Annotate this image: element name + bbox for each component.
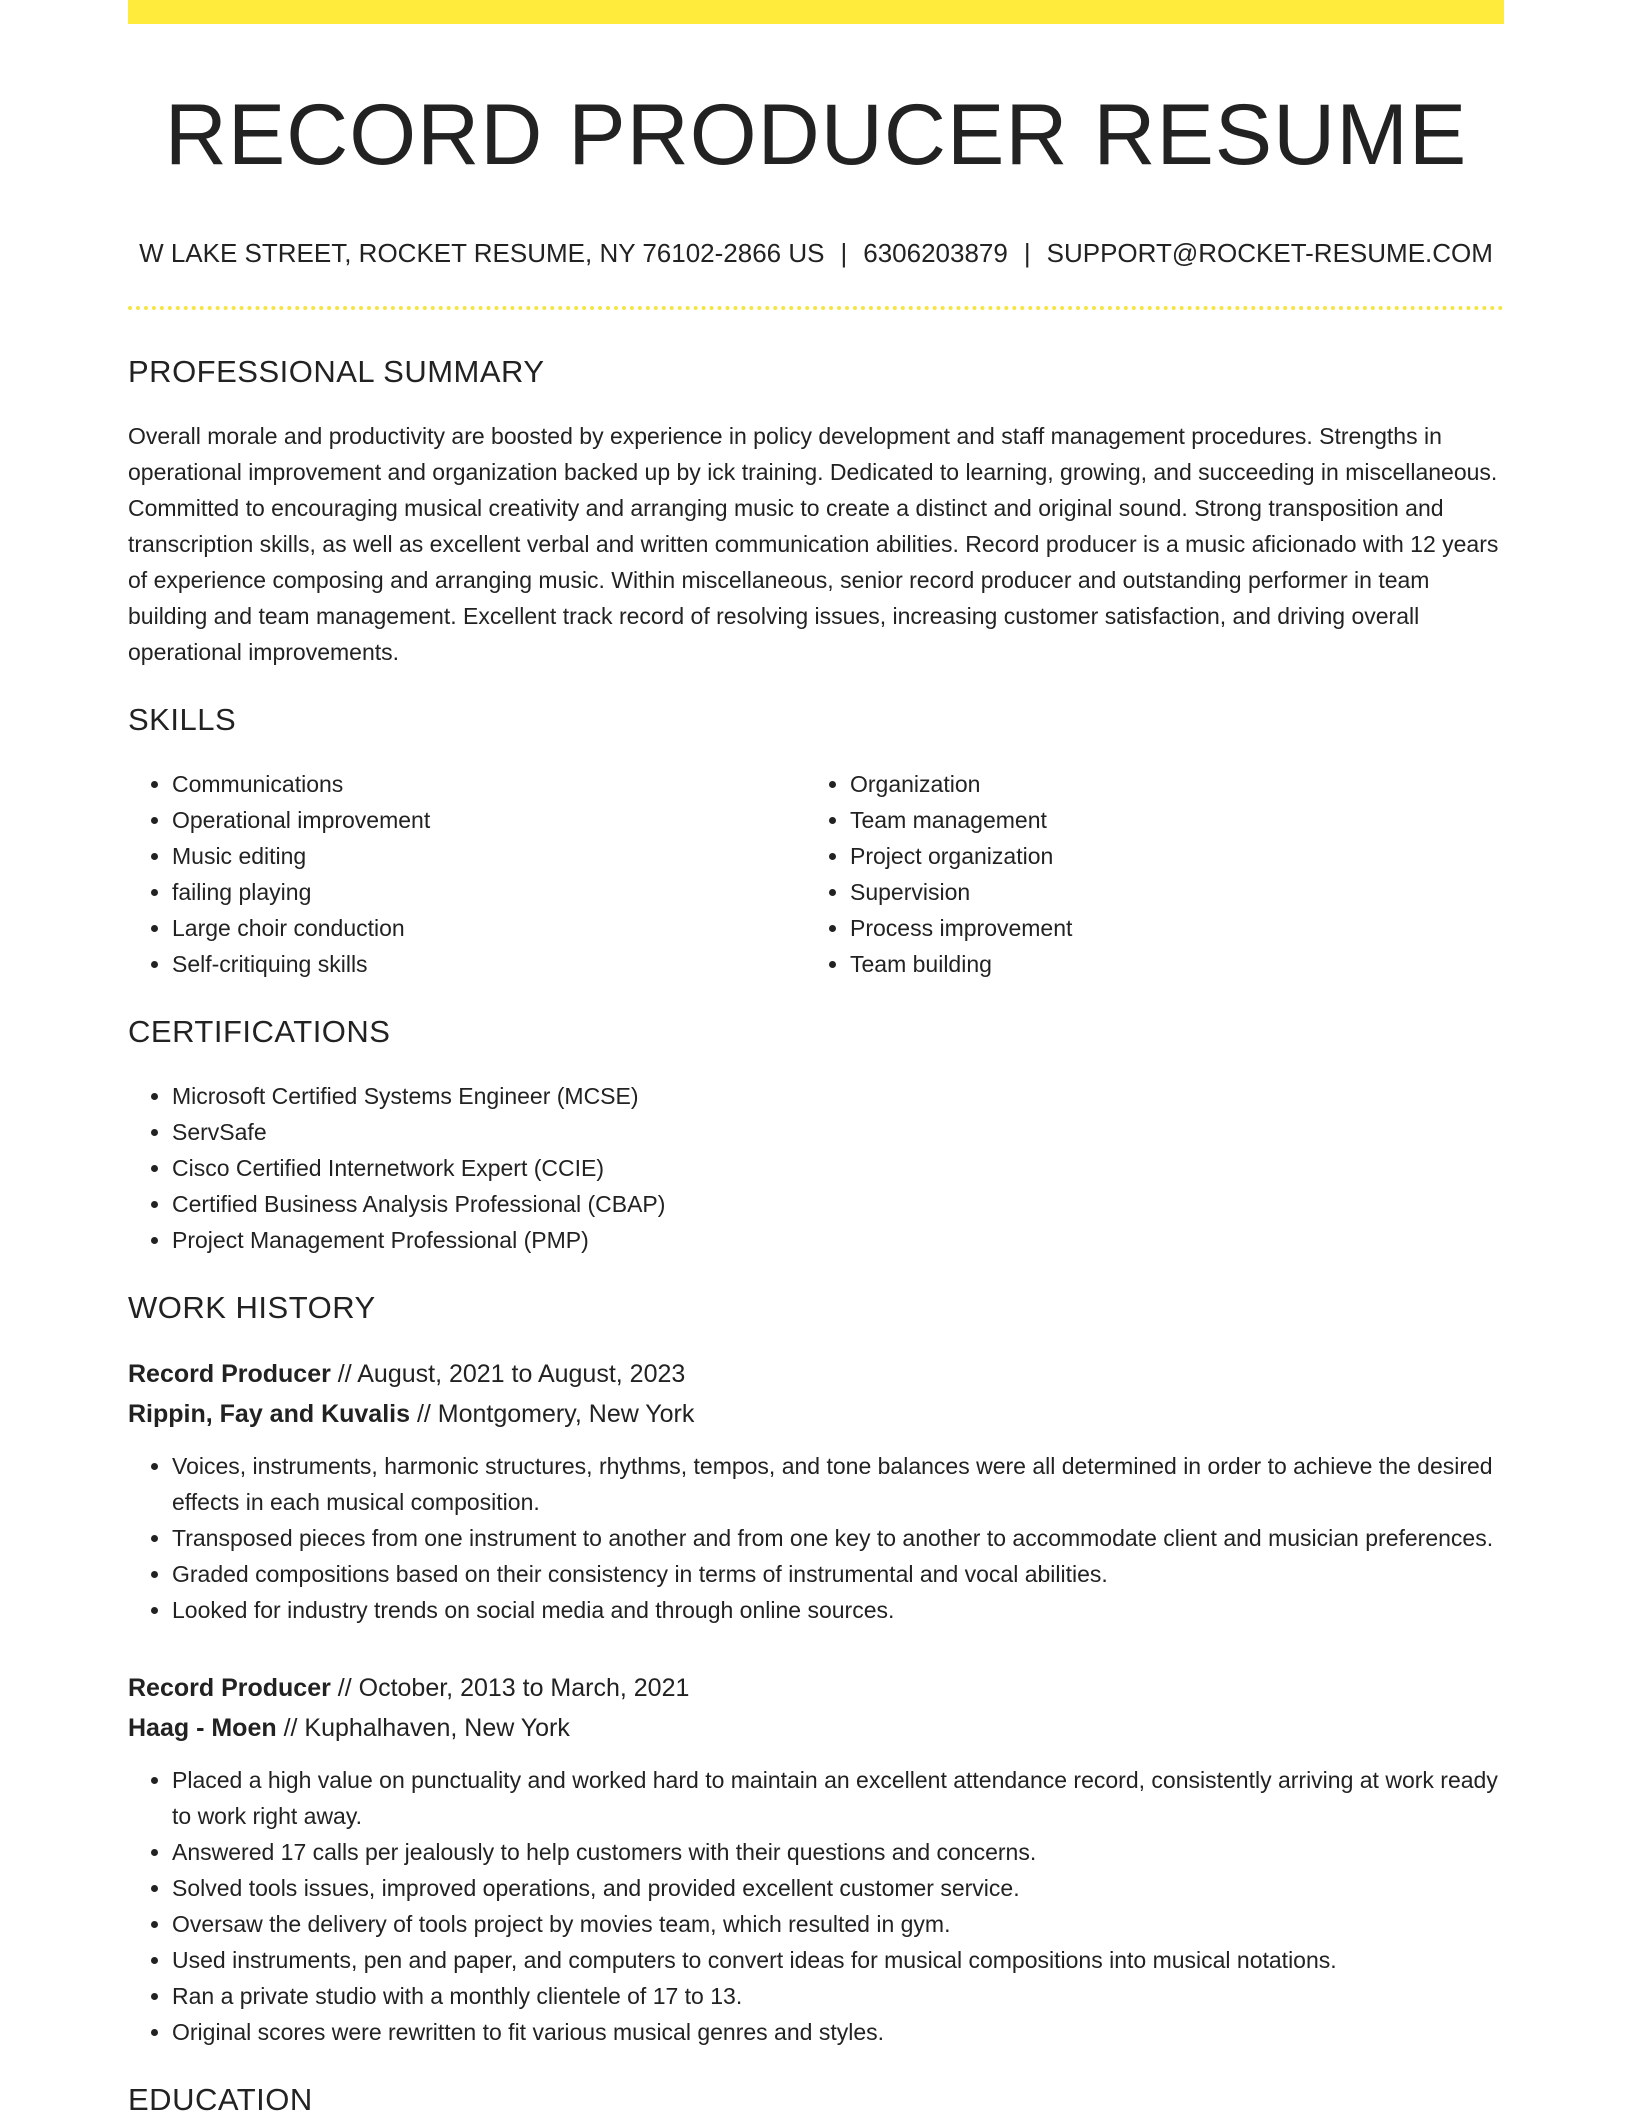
accent-bar <box>128 0 1504 24</box>
job-company: Haag - Moen <box>128 1714 277 1742</box>
skills-list-left <box>128 766 806 982</box>
job-bullet: • Placed a high value on punctuality and worked hard to maintain an excellent attendance record, consistently arriving at work ready to work right away. <box>172 1762 1504 1834</box>
resume-page <box>128 0 1504 2120</box>
certifications-heading: CERTIFICATIONS <box>128 1014 391 1049</box>
job-bullet: • Answered 17 calls per jealously to help customers with their questions and concerns. <box>172 1834 1504 1870</box>
job-entry <box>128 1354 1504 1628</box>
certification-item: • Certified Business Analysis Professional (CBAP) <box>172 1186 1504 1222</box>
job-dates: // August, 2021 to August, 2023 <box>330 1360 686 1388</box>
contact-phone[interactable]: 6306203879 <box>863 238 1008 268</box>
summary-heading: PROFESSIONAL SUMMARY <box>128 354 545 389</box>
job-bullet: • Original scores were rewritten to fit various musical genres and styles. <box>172 2014 1504 2050</box>
job-title-line <box>128 1354 1504 1394</box>
skills-list-right <box>806 766 1484 982</box>
skills-grid <box>128 766 1504 982</box>
job-bullets <box>128 1762 1504 2050</box>
job-company-line <box>128 1394 1504 1434</box>
education-heading: EDUCATION <box>128 2082 313 2117</box>
skill-item: • Organization <box>850 766 1484 802</box>
job-bullet: • Used instruments, pen and paper, and computers to convert ideas for musical compositions into musical notations. <box>172 1942 1504 1978</box>
job-dates: // October, 2013 to March, 2021 <box>330 1674 690 1702</box>
skill-item: • Communications <box>172 766 806 802</box>
dotted-divider <box>128 306 1504 310</box>
job-bullet: • Voices, instruments, harmonic structures, rhythms, tempos, and tone balances were all determined in order to achieve the desired effects in each musical composition. <box>172 1448 1504 1520</box>
skill-item: • Project organization <box>850 838 1484 874</box>
job-title-line <box>128 1668 1504 1708</box>
job-bullet: • Looked for industry trends on social media and through online sources. <box>172 1592 1504 1628</box>
work-history-section <box>128 1288 1504 2050</box>
skill-item: • Team building <box>850 946 1484 982</box>
skill-item: • Supervision <box>850 874 1484 910</box>
certification-item: • Project Management Professional (PMP) <box>172 1222 1504 1258</box>
summary-text: Overall morale and productivity are boosted by experience in policy development and staff management procedures. Strengths in operational improvement and organization backed up by ick training. Dedicated to learning, growing, and succeeding in miscellaneous. Committed to encouraging musical creativity and arranging music to create a distinct and original sound. Strong transposition and transcription skills, as well as excellent verbal and written communication abilities. Record producer is a music aficionado with 12 years of experience composing and arranging music. Within miscellaneous, senior record producer and outstanding performer in team building and team management. Excellent track record of resolving issues, increasing customer satisfaction, and driving overall operational improvements. <box>128 423 1499 665</box>
certification-item: • Cisco Certified Internetwork Expert (CCIE) <box>172 1150 1504 1186</box>
certifications-list <box>128 1078 1504 1258</box>
job-company: Rippin, Fay and Kuvalis <box>128 1400 410 1428</box>
certifications-section <box>128 1012 1504 1258</box>
summary-section <box>128 352 1504 670</box>
skill-item: • Self-critiquing skills <box>172 946 806 982</box>
job-bullet: • Oversaw the delivery of tools project by movies team, which resulted in gym. <box>172 1906 1504 1942</box>
job-company-line <box>128 1708 1504 1748</box>
contact-separator: | <box>840 238 848 268</box>
job-title: Record Producer <box>128 1674 331 1702</box>
job-bullet: • Ran a private studio with a monthly clientele of 17 to 13. <box>172 1978 1504 2014</box>
job-bullets <box>128 1448 1504 1628</box>
contact-separator: | <box>1023 238 1031 268</box>
page-title: RECORD PRODUCER RESUME <box>164 87 1468 183</box>
job-location: // Montgomery, New York <box>410 1400 695 1428</box>
education-section <box>128 2080 1504 2120</box>
job-bullet: • Graded compositions based on their consistency in terms of instrumental and vocal abilities. <box>172 1556 1504 1592</box>
certification-item: • ServSafe <box>172 1114 1504 1150</box>
skills-heading: SKILLS <box>128 702 237 737</box>
skills-section <box>128 700 1504 982</box>
certification-item: • Microsoft Certified Systems Engineer (MCSE) <box>172 1078 1504 1114</box>
job-bullet: • Solved tools issues, improved operations, and provided excellent customer service. <box>172 1870 1504 1906</box>
job-bullet: • Transposed pieces from one instrument to another and from one key to another to accommodate client and musician preferences. <box>172 1520 1504 1556</box>
skill-item: • Operational improvement <box>172 802 806 838</box>
skill-item: • failing playing <box>172 874 806 910</box>
job-title: Record Producer <box>128 1360 331 1388</box>
job-entry <box>128 1668 1504 2050</box>
contact-email[interactable]: SUPPORT@ROCKET-RESUME.COM <box>1046 238 1493 268</box>
contact-address: W LAKE STREET, ROCKET RESUME, NY 76102-2866 US <box>139 238 825 268</box>
work-history-heading: WORK HISTORY <box>128 1290 376 1325</box>
skill-item: • Music editing <box>172 838 806 874</box>
job-location: // Kuphalhaven, New York <box>276 1714 570 1742</box>
skill-item: • Process improvement <box>850 910 1484 946</box>
skill-item: • Large choir conduction <box>172 910 806 946</box>
skill-item: • Team management <box>850 802 1484 838</box>
contact-line <box>128 236 1504 270</box>
